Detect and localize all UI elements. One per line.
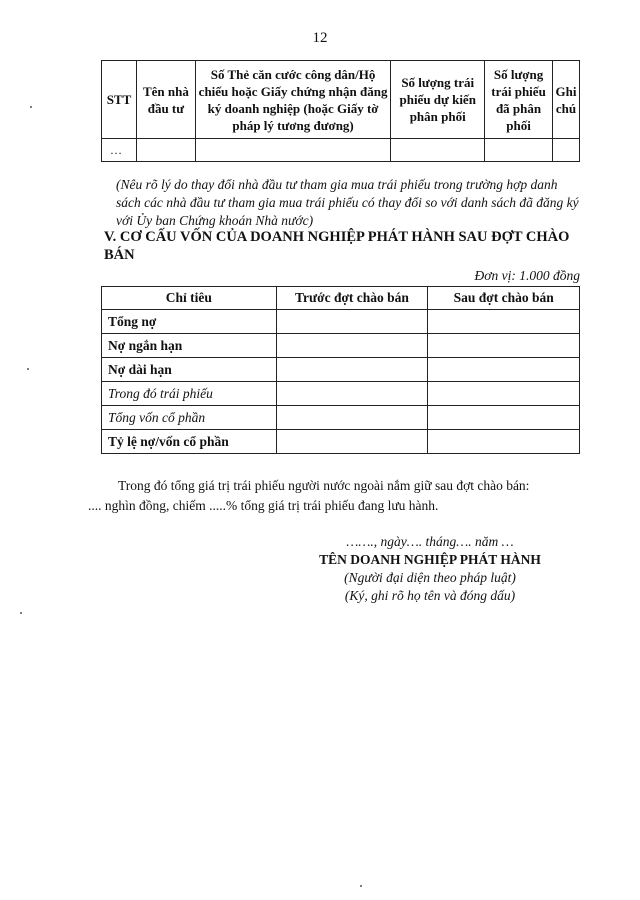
before-value-cell: [276, 310, 428, 334]
table-row: [102, 406, 580, 430]
row-label: Nợ ngắn hạn: [102, 334, 277, 358]
after-value-cell: [428, 334, 580, 358]
after-value-cell: [428, 382, 580, 406]
header-id-document: Số Thẻ căn cước công dân/Hộ chiếu hoặc Giấy chứng nhận đăng ký doanh nghiệp (hoặc Giấy tờ pháp lý tương đương): [195, 61, 390, 139]
header-stt: STT: [102, 61, 137, 139]
capital-table-header: [102, 287, 580, 310]
row-label: Trong đó trái phiếu: [102, 382, 277, 406]
table-cell: [136, 139, 195, 162]
header-before-offering: Trước đợt chào bán: [276, 287, 428, 310]
after-value-cell: [428, 430, 580, 454]
row-label: Tổng vốn cổ phần: [102, 406, 277, 430]
header-note: Ghi chú: [552, 61, 579, 139]
table-row: [102, 430, 580, 454]
before-value-cell: [276, 406, 428, 430]
legal-representative: (Người đại diện theo pháp luật): [344, 570, 516, 585]
investor-table-header: [102, 61, 580, 139]
table-row: [102, 310, 580, 334]
table-cell: [195, 139, 390, 162]
header-after-offering: Sau đợt chào bán: [428, 287, 580, 310]
table-cell: [485, 139, 553, 162]
scan-speck: [360, 885, 362, 887]
issuer-name: TÊN DOANH NGHIỆP PHÁT HÀNH: [319, 552, 541, 567]
unit-label: Đơn vị: 1.000 đồng: [474, 268, 580, 283]
header-investor-name: Tên nhà đầu tư: [136, 61, 195, 139]
header-expected-quantity: Số lượng trái phiếu dự kiến phân phối: [391, 61, 485, 139]
table-row: [102, 334, 580, 358]
table-row: [102, 358, 580, 382]
table-cell: [391, 139, 485, 162]
header-indicator: Chỉ tiêu: [102, 287, 277, 310]
row-label: Tỷ lệ nợ/vốn cổ phần: [102, 430, 277, 454]
before-value-cell: [276, 334, 428, 358]
before-value-cell: [276, 382, 428, 406]
foreign-holding-line-1: Trong đó tổng giá trị trái phiếu người nước ngoài nắm giữ sau đợt chào bán:: [118, 478, 530, 493]
before-value-cell: [276, 430, 428, 454]
table-row: [102, 139, 580, 162]
after-value-cell: [428, 358, 580, 382]
table-row: [102, 382, 580, 406]
row-label: Tổng nợ: [102, 310, 277, 334]
after-value-cell: [428, 310, 580, 334]
scan-speck: [30, 106, 32, 108]
change-reason-note: (Nêu rõ lý do thay đổi nhà đầu tư tham gia mua trái phiếu trong trường hợp danh sách các nhà đầu tư tham gia mua trái phiếu có thay đổi so với danh sách đã đăng ký với Ủy ban Chứng khoán Nhà nước): [116, 177, 579, 228]
foreign-holding-statement: [88, 476, 580, 516]
table-cell: [552, 139, 579, 162]
table-cell: …: [102, 139, 137, 162]
investor-table: [101, 60, 580, 162]
before-value-cell: [276, 358, 428, 382]
foreign-holding-line-2: .... nghìn đồng, chiếm .....% tổng giá trị trái phiếu đang lưu hành.: [88, 498, 439, 513]
row-label: Nợ dài hạn: [102, 358, 277, 382]
header-distributed-quantity: Số lượng trái phiếu đã phân phối: [485, 61, 553, 139]
section-title: V. CƠ CẤU VỐN CỦA DOANH NGHIỆP PHÁT HÀNH SAU ĐỢT CHÀO BÁN: [104, 229, 570, 263]
signature-block: [300, 533, 560, 605]
after-value-cell: [428, 406, 580, 430]
scan-speck: [27, 368, 29, 370]
page-number: 12: [312, 30, 328, 46]
scan-speck: [20, 612, 22, 614]
date-line: ……., ngày…. tháng…. năm …: [346, 534, 514, 549]
signature-instruction: (Ký, ghi rõ họ tên và đóng dấu): [344, 588, 516, 603]
capital-structure-table: [101, 286, 580, 454]
